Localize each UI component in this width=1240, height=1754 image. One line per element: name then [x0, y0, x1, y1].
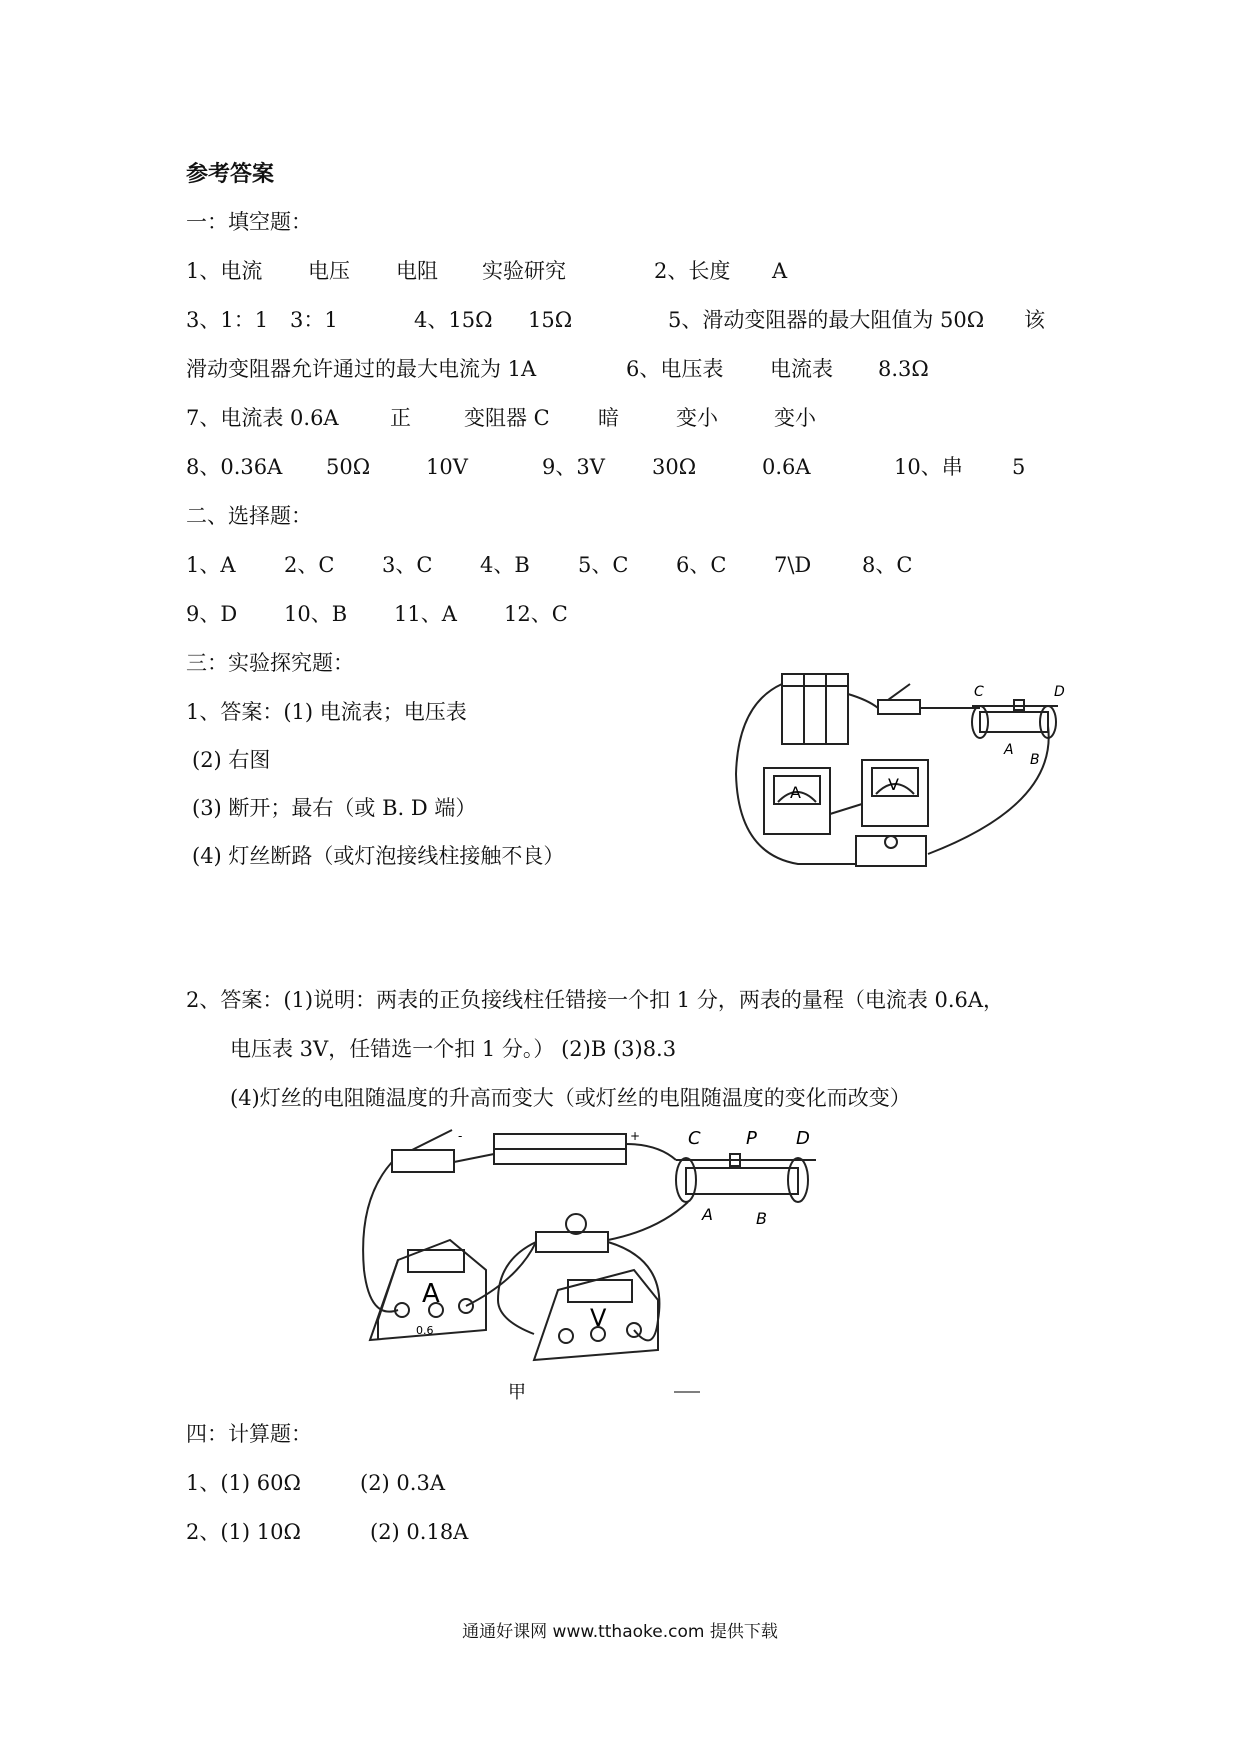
fig2-ammeter-label: A: [422, 1279, 440, 1309]
answer-item: 15Ω: [528, 308, 573, 332]
answer-item: 5、滑动变阻器的最大阻值为 50Ω: [668, 308, 985, 332]
fig2-caption: 甲: [508, 1382, 526, 1403]
fig2-minus: -: [458, 1129, 463, 1143]
fig1-label-c: C: [974, 684, 984, 700]
answer-item: 9、D: [186, 602, 238, 626]
circuit-figure-1: [728, 664, 1068, 874]
section-choice-heading: 二、选择题：: [186, 504, 312, 528]
answer-item: 1、电流: [186, 259, 263, 283]
page-footer: 通通好课网 www.tthaoke.com 提供下载: [462, 1622, 778, 1642]
answer-item: 10V: [426, 455, 468, 479]
answer-item: 电压: [308, 259, 350, 283]
answer-item: 0.6A: [762, 455, 811, 479]
answer-item: 10、串: [894, 455, 963, 479]
fig2-label-d: D: [796, 1128, 810, 1149]
answer-item: A: [772, 259, 788, 283]
fig1-voltmeter-label: V: [888, 775, 899, 794]
answer-item: 6、C: [676, 553, 727, 577]
exp1-answer-3: (3) 断开；最右（或 B. D 端）: [192, 796, 477, 820]
answer-item: 8、0.36A: [186, 455, 283, 479]
fig1-ammeter-label: A: [790, 783, 801, 802]
answer-item: 3：1: [290, 308, 338, 332]
fig1-label-a: A: [1004, 742, 1014, 758]
lamp-icon: [856, 836, 926, 866]
fig2-scale-label: 0.6: [416, 1324, 434, 1337]
exp2-answer-2: 电压表 3V，任错选一个扣 1 分。） (2)B (3)8.3: [230, 1037, 677, 1061]
switch-icon: [878, 684, 920, 714]
answer-item: 7\D: [774, 553, 812, 577]
section-calc-heading: 四：计算题：: [186, 1422, 312, 1446]
rheostat-icon: [972, 700, 1058, 738]
answer-item: 30Ω: [652, 455, 697, 479]
answer-item: 变小: [774, 406, 816, 430]
answer-item: 变阻器 C: [464, 406, 550, 430]
answer-item: 2、长度: [654, 259, 731, 283]
answer-item: 2、(1) 10Ω: [186, 1520, 301, 1544]
exp1-answer-4: (4) 灯丝断路（或灯泡接线柱接触不良）: [192, 844, 565, 868]
answer-item: 1、(1) 60Ω: [186, 1471, 301, 1495]
answer-item: 3、1：1: [186, 308, 269, 332]
fig2-label-p: P: [746, 1128, 757, 1149]
battery-icon: [782, 674, 848, 744]
answer-item: 9、3V: [542, 455, 605, 479]
answer-item: 4、15Ω: [414, 308, 493, 332]
answer-item: 暗: [598, 406, 619, 430]
answer-item: 7、电流表 0.6A: [186, 406, 339, 430]
exp1-answer-2: (2) 右图: [192, 748, 271, 772]
answer-item: 5: [1012, 455, 1026, 479]
fig2-label-b: B: [756, 1209, 767, 1228]
answer-item: (2) 0.18A: [370, 1520, 469, 1544]
fig1-label-d: D: [1054, 684, 1065, 700]
battery-icon: [494, 1134, 626, 1164]
answer-item: 滑动变阻器允许通过的最大电流为 1A: [186, 357, 537, 381]
answer-item: 实验研究: [482, 259, 566, 283]
answer-item: 电阻: [396, 259, 438, 283]
section-experiment-heading: 三：实验探究题：: [186, 651, 354, 675]
lamp-icon: [536, 1214, 608, 1252]
fig2-label-a: A: [702, 1205, 713, 1224]
answer-item: 12、C: [504, 602, 568, 626]
answer-item: 10、B: [284, 602, 348, 626]
fig2-label-c: C: [688, 1128, 701, 1149]
exp1-answer-1: 1、答案：(1) 电流表；电压表: [186, 700, 467, 724]
circuit-figure-2: [358, 1120, 828, 1410]
exp2-answer-3: (4)灯丝的电阻随温度的升高而变大（或灯丝的电阻随温度的变化而改变）: [230, 1086, 911, 1110]
section-fill-blank-heading: 一：填空题：: [186, 210, 312, 234]
answer-item: 3、C: [382, 553, 433, 577]
answer-item: 11、A: [394, 602, 457, 626]
answer-item: 8.3Ω: [878, 357, 929, 381]
switch-icon: [392, 1130, 454, 1172]
answer-item: 4、B: [480, 553, 530, 577]
exp2-answer-1: 2、答案：(1)说明：两表的正负接线柱任错接一个扣 1 分，两表的量程（电流表 0.6A，: [186, 988, 1005, 1012]
answer-item: 8、C: [862, 553, 913, 577]
answer-item: 该: [1024, 308, 1045, 332]
fig2-voltmeter-label: V: [590, 1304, 607, 1332]
fig1-label-b: B: [1030, 752, 1040, 768]
answer-item: 电流表: [770, 357, 833, 381]
answer-item: 1、A: [186, 553, 236, 577]
answer-item: 50Ω: [326, 455, 371, 479]
answer-item: 正: [390, 406, 411, 430]
fig2-plus: +: [630, 1129, 641, 1143]
rheostat-icon: [676, 1154, 816, 1202]
answer-item: 2、C: [284, 553, 335, 577]
answer-item: (2) 0.3A: [360, 1471, 445, 1495]
page-title: 参考答案: [186, 161, 275, 187]
answer-item: 变小: [676, 406, 718, 430]
answer-item: 6、电压表: [626, 357, 724, 381]
answer-item: 5、C: [578, 553, 629, 577]
